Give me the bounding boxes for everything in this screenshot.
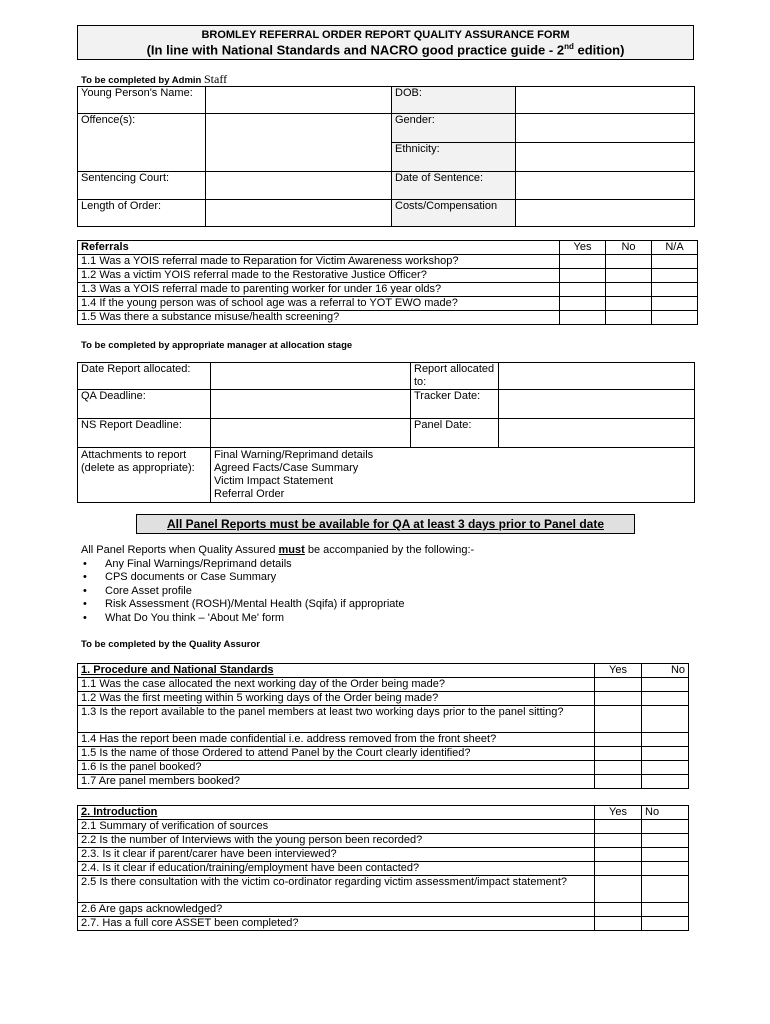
sentencing-court-label: Sentencing Court: xyxy=(78,172,206,200)
admin-section-label: To be completed by Admin Staff xyxy=(81,72,228,86)
no-cell[interactable] xyxy=(642,876,689,903)
accompany-section xyxy=(81,544,474,625)
date-report-allocated-label: Date Report allocated: xyxy=(78,363,211,390)
no-cell[interactable] xyxy=(606,297,652,311)
accompany-intro: All Panel Reports when Quality Assured must be accompanied by the following:- xyxy=(81,544,475,556)
na-cell[interactable] xyxy=(652,297,698,311)
referrals-heading: Referrals xyxy=(78,241,560,255)
attachment-item[interactable]: Agreed Facts/Case Summary xyxy=(214,462,359,474)
no-cell[interactable] xyxy=(642,862,689,876)
list-item: • Core Asset profile xyxy=(81,585,474,599)
list-item: • What Do You think – 'About Me' form xyxy=(81,612,474,626)
form-subtitle: (In line with National Standards and NACRO good practice guide - 2nd edition) xyxy=(146,42,625,58)
young-person-name-field[interactable] xyxy=(206,87,392,114)
report-allocated-to-label: Report allocated to: xyxy=(411,363,499,390)
no-cell[interactable] xyxy=(642,678,689,692)
ns-report-deadline-label: NS Report Deadline: xyxy=(78,419,211,448)
yes-cell[interactable] xyxy=(560,297,606,311)
question-row: 2.6 Are gaps acknowledged? xyxy=(78,903,595,917)
offences-field[interactable] xyxy=(206,114,392,172)
date-of-sentence-label: Date of Sentence: xyxy=(392,172,516,200)
no-cell[interactable] xyxy=(606,255,652,269)
date-report-allocated-field[interactable] xyxy=(211,363,411,390)
na-cell[interactable] xyxy=(652,269,698,283)
no-cell[interactable] xyxy=(606,283,652,297)
costs-compensation-label: Costs/Compensation xyxy=(392,200,516,227)
na-cell[interactable] xyxy=(652,255,698,269)
question-row: 2.5 Is there consultation with the victim co-ordinator regarding victim assessment/impact statement? xyxy=(78,876,595,903)
attachment-item[interactable]: Final Warning/Reprimand details xyxy=(214,449,374,461)
yes-cell[interactable] xyxy=(560,311,606,325)
question-row: 1.7 Are panel members booked? xyxy=(78,775,595,789)
referrals-col-no: No xyxy=(606,241,652,255)
question-row: 2.2 Is the number of Interviews with the young person been recorded? xyxy=(78,834,595,848)
question-row: 1.2 Was the first meeting within 5 working days of the Order being made? xyxy=(78,692,595,706)
list-item: • CPS documents or Case Summary xyxy=(81,571,474,585)
costs-compensation-field[interactable] xyxy=(516,200,695,227)
attachment-item[interactable]: Referral Order xyxy=(214,488,285,500)
introduction-table xyxy=(77,805,689,931)
referrals-col-yes: Yes xyxy=(560,241,606,255)
form-title-box xyxy=(77,25,694,60)
allocation-section-label: To be completed by appropriate manager at allocation stage xyxy=(81,340,353,351)
section2-col-no: No xyxy=(642,806,689,820)
qa-deadline-label: QA Deadline: xyxy=(78,390,211,419)
dob-label: DOB: xyxy=(392,87,516,114)
tracker-date-field[interactable] xyxy=(499,390,695,419)
ns-report-deadline-field[interactable] xyxy=(211,419,411,448)
form-title: BROMLEY REFERRAL ORDER REPORT QUALITY ASSURANCE FORM xyxy=(201,29,570,41)
yes-cell[interactable] xyxy=(560,283,606,297)
quality-assuror-label: To be completed by the Quality Assuror xyxy=(81,639,260,650)
yes-cell[interactable] xyxy=(595,862,642,876)
no-cell[interactable] xyxy=(642,820,689,834)
yes-cell[interactable] xyxy=(595,876,642,903)
no-cell[interactable] xyxy=(642,733,689,747)
referral-question: 1.3 Was a YOIS referral made to parenting worker for under 16 year olds? xyxy=(78,283,560,297)
yes-cell[interactable] xyxy=(595,848,642,862)
question-row: 1.6 Is the panel booked? xyxy=(78,761,595,775)
qa-deadline-banner: All Panel Reports must be available for QA at least 3 days prior to Panel date xyxy=(136,514,635,534)
tracker-date-label: Tracker Date: xyxy=(411,390,499,419)
ethnicity-field[interactable] xyxy=(516,143,695,172)
yes-cell[interactable] xyxy=(595,692,642,706)
yes-cell[interactable] xyxy=(595,678,642,692)
no-cell[interactable] xyxy=(642,692,689,706)
yes-cell[interactable] xyxy=(595,917,642,931)
question-row: 1.3 Is the report available to the panel members at least two working days prior to the panel sitting? xyxy=(78,706,595,733)
length-of-order-field[interactable] xyxy=(206,200,392,227)
list-item: • Any Final Warnings/Reprimand details xyxy=(81,558,474,572)
yes-cell[interactable] xyxy=(595,903,642,917)
section1-col-no: No xyxy=(642,664,689,678)
no-cell[interactable] xyxy=(642,747,689,761)
no-cell[interactable] xyxy=(642,761,689,775)
section1-col-yes: Yes xyxy=(595,664,642,678)
gender-field[interactable] xyxy=(516,114,695,143)
admin-details-table xyxy=(77,86,695,227)
section2-col-yes: Yes xyxy=(595,806,642,820)
report-allocated-to-field[interactable] xyxy=(499,363,695,390)
allocation-table xyxy=(77,362,695,503)
sentencing-court-field[interactable] xyxy=(206,172,392,200)
offences-label: Offence(s): xyxy=(78,114,206,172)
referral-question: 1.2 Was a victim YOIS referral made to the Restorative Justice Officer? xyxy=(78,269,560,283)
yes-cell[interactable] xyxy=(595,820,642,834)
qa-deadline-field[interactable] xyxy=(211,390,411,419)
accompany-list xyxy=(81,558,474,626)
section2-heading: 2. Introduction xyxy=(78,806,595,820)
yes-cell[interactable] xyxy=(595,706,642,733)
question-row: 2.3. Is it clear if parent/carer have been interviewed? xyxy=(78,848,595,862)
no-cell[interactable] xyxy=(642,706,689,733)
young-person-name-label: Young Person's Name: xyxy=(78,87,206,114)
yes-cell[interactable] xyxy=(560,269,606,283)
no-cell[interactable] xyxy=(642,917,689,931)
question-row: 2.1 Summary of verification of sources xyxy=(78,820,595,834)
referrals-table xyxy=(77,240,698,325)
attachment-item[interactable]: Victim Impact Statement xyxy=(214,475,334,487)
ethnicity-label: Ethnicity: xyxy=(392,143,516,172)
list-item: • Risk Assessment (ROSH)/Mental Health (Sqifa) if appropriate xyxy=(81,598,474,612)
yes-cell[interactable] xyxy=(595,834,642,848)
yes-cell[interactable] xyxy=(595,761,642,775)
attachments-list xyxy=(211,448,695,503)
question-row: 1.4 Has the report been made confidential i.e. address removed from the front sheet? xyxy=(78,733,595,747)
dob-field[interactable] xyxy=(516,87,695,114)
panel-date-label: Panel Date: xyxy=(411,419,499,448)
question-row: 2.7. Has a full core ASSET been completed? xyxy=(78,917,595,931)
na-cell[interactable] xyxy=(652,283,698,297)
attachments-label: Attachments to report (delete as appropriate): xyxy=(78,448,211,503)
no-cell[interactable] xyxy=(642,903,689,917)
yes-cell[interactable] xyxy=(595,733,642,747)
yes-cell[interactable] xyxy=(560,255,606,269)
referral-question: 1.5 Was there a substance misuse/health screening? xyxy=(78,311,560,325)
section1-heading: 1. Procedure and National Standards xyxy=(78,664,595,678)
panel-date-field[interactable] xyxy=(499,419,695,448)
question-row: 1.1 Was the case allocated the next working day of the Order being made? xyxy=(78,678,595,692)
date-of-sentence-field[interactable] xyxy=(516,172,695,200)
question-row: 1.5 Is the name of those Ordered to attend Panel by the Court clearly identified? xyxy=(78,747,595,761)
no-cell[interactable] xyxy=(642,834,689,848)
referral-question: 1.4 If the young person was of school age was a referral to YOT EWO made? xyxy=(78,297,560,311)
question-row: 2.4. Is it clear if education/training/employment have been contacted? xyxy=(78,862,595,876)
no-cell[interactable] xyxy=(642,848,689,862)
referrals-col-na: N/A xyxy=(652,241,698,255)
yes-cell[interactable] xyxy=(595,775,642,789)
referral-question: 1.1 Was a YOIS referral made to Reparation for Victim Awareness workshop? xyxy=(78,255,560,269)
no-cell[interactable] xyxy=(606,269,652,283)
length-of-order-label: Length of Order: xyxy=(78,200,206,227)
yes-cell[interactable] xyxy=(595,747,642,761)
gender-label: Gender: xyxy=(392,114,516,143)
procedure-standards-table xyxy=(77,663,689,789)
na-cell[interactable] xyxy=(652,311,698,325)
no-cell[interactable] xyxy=(606,311,652,325)
no-cell[interactable] xyxy=(642,775,689,789)
